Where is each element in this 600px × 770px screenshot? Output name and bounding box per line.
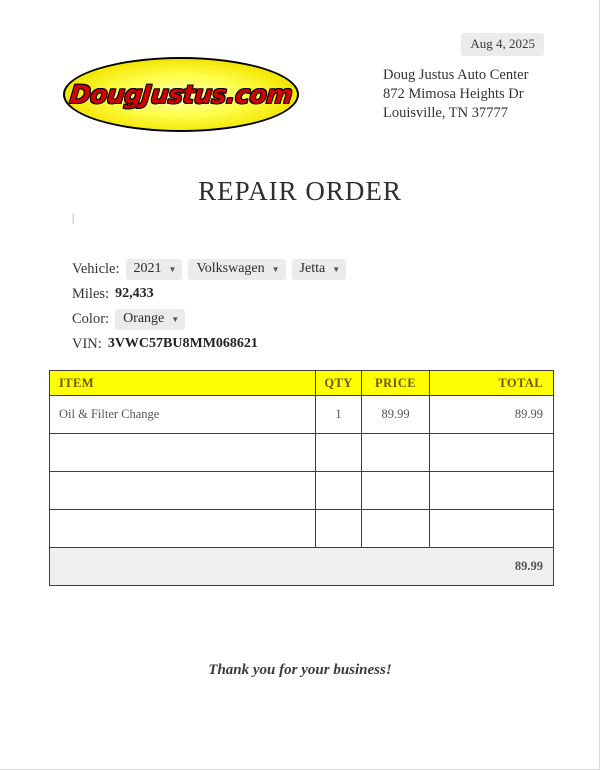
chevron-down-icon: ▼	[171, 314, 180, 324]
cell-item[interactable]	[50, 510, 316, 548]
grand-total-value: 89.99	[50, 548, 554, 586]
vehicle-model-select[interactable]	[292, 259, 347, 280]
cell-qty[interactable]	[316, 510, 362, 548]
company-city-state-zip: Louisville, TN 37777	[383, 105, 508, 121]
stray-mark: |	[72, 212, 75, 224]
cell-item[interactable]	[50, 472, 316, 510]
vin-label: VIN:	[72, 335, 102, 352]
cell-price[interactable]	[362, 434, 430, 472]
chevron-down-icon: ▼	[332, 264, 341, 274]
company-logo	[63, 57, 299, 132]
column-header-item: ITEM	[50, 371, 316, 396]
company-name: Doug Justus Auto Center	[383, 67, 529, 83]
color-value: Orange	[123, 310, 165, 326]
miles-row	[72, 283, 352, 305]
vin-row	[72, 333, 352, 355]
table-row[interactable]	[50, 434, 554, 472]
miles-value[interactable]: 92,433	[115, 286, 154, 301]
column-header-qty: QTY	[316, 371, 362, 396]
cell-qty[interactable]: 1	[316, 396, 362, 434]
footer-thank-you: Thank you for your business!	[208, 662, 392, 678]
column-header-price: PRICE	[362, 371, 430, 396]
vehicle-make-select[interactable]	[188, 259, 285, 280]
chevron-down-icon: ▼	[271, 264, 280, 274]
color-row	[72, 308, 352, 330]
cell-item[interactable]	[50, 434, 316, 472]
cell-qty[interactable]	[316, 434, 362, 472]
cell-total[interactable]	[430, 472, 554, 510]
grand-total-row	[50, 548, 554, 586]
vehicle-row	[72, 258, 352, 280]
vehicle-details	[72, 258, 352, 358]
table-row[interactable]	[50, 510, 554, 548]
column-header-total: TOTAL	[430, 371, 554, 396]
vehicle-make-value: Volkswagen	[196, 260, 265, 276]
vehicle-label: Vehicle:	[72, 260, 120, 277]
cell-total[interactable]	[430, 434, 554, 472]
color-label: Color:	[72, 310, 110, 327]
date-badge[interactable]: Aug 4, 2025	[461, 33, 544, 56]
cell-total[interactable]: 89.99	[430, 396, 554, 434]
vehicle-year-value: 2021	[133, 260, 162, 276]
company-address-block	[383, 66, 528, 123]
cell-price[interactable]	[362, 472, 430, 510]
logo-text: DougJustus.com	[68, 80, 294, 109]
page-title: REPAIR ORDER	[198, 176, 402, 206]
cell-total[interactable]	[430, 510, 554, 548]
cell-price[interactable]	[362, 510, 430, 548]
cell-item[interactable]: Oil & Filter Change	[50, 396, 316, 434]
vehicle-year-select[interactable]	[126, 259, 183, 280]
table-header-row	[50, 371, 554, 396]
table-row[interactable]	[50, 396, 554, 434]
miles-label: Miles:	[72, 285, 110, 302]
line-items-table	[49, 370, 554, 586]
table-row[interactable]	[50, 472, 554, 510]
vehicle-model-value: Jetta	[299, 260, 326, 276]
chevron-down-icon: ▼	[168, 264, 177, 274]
color-select[interactable]	[115, 309, 185, 330]
cell-qty[interactable]	[316, 472, 362, 510]
company-street: 872 Mimosa Heights Dr	[383, 86, 524, 102]
vin-value[interactable]: 3VWC57BU8MM068621	[107, 336, 258, 351]
cell-price[interactable]: 89.99	[362, 396, 430, 434]
